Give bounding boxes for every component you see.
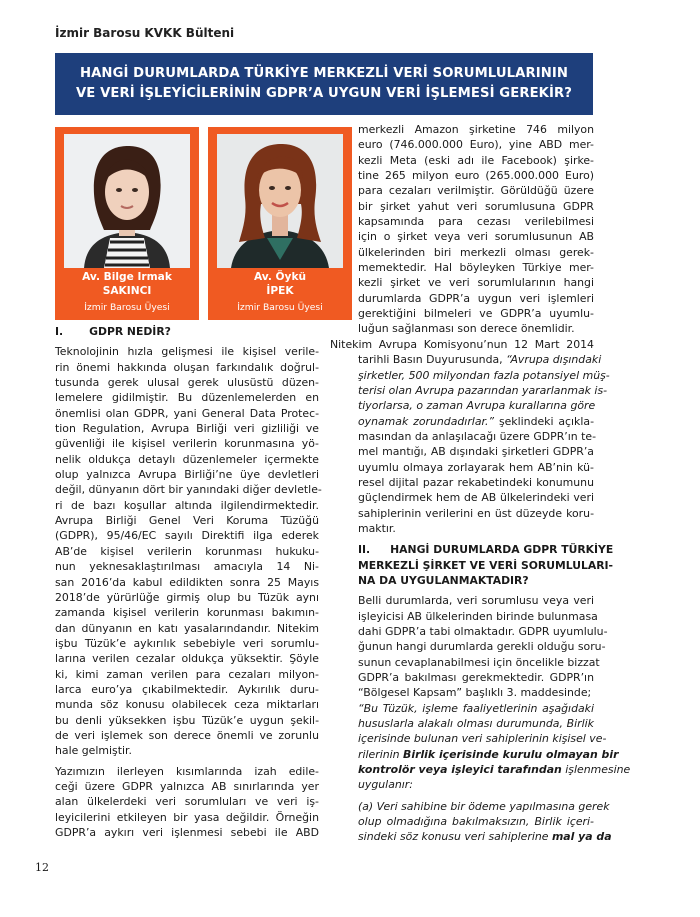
author-1-name: Av. Bilge Irmak — [82, 271, 172, 283]
left-p1-line-10: değil, dünyanın dört bir yanındaki diğer devletle- — [55, 483, 322, 497]
right-p1-line-12: durumlarda GDPR’a uygun veri işlemleri — [358, 291, 594, 305]
left-paragraph-1 — [55, 344, 322, 758]
right-p3-line-1: Belli durumlarda, veri sorumlusu veya veri — [358, 594, 594, 608]
section-2-title-2: MERKEZLİ ŞİRKET VE VERİ SORUMLULARI- — [358, 558, 614, 572]
left-p1-line-17: 2018’de yürürlüğe girmiş olup bu Tüzük aynı — [55, 590, 319, 604]
bulletin-title: İzmir Barosu KVKK Bülteni — [55, 26, 235, 40]
left-p2-line-2: ceği üzere GDPR yalnızca AB sınırlarında yer — [55, 779, 319, 793]
quote-line-2: hususlarla alakalı olması durumunda, Birlik — [358, 717, 594, 731]
right-p2-rest-line-2: mel mantığı, AB dışındaki şirketleri GDPR’a — [358, 445, 594, 459]
left-p1-line-15: nun yeknesaklaştırılması amacıyla 14 Ni- — [55, 560, 319, 574]
left-p1-line-6: tion Regulation, Avrupa Birliği veri gizliliği ve — [55, 422, 319, 436]
right-p2-line-2 — [358, 352, 602, 367]
right-p1-line-8: için o şirket veya veri sorumlusunun AB — [358, 230, 594, 244]
right-p3-line-3: dahi GDPR’a tabi olmaktadır. GDPR uyumlulu- — [358, 625, 608, 638]
author-2-surname: İPEK — [266, 285, 294, 297]
right-p2-quote-line-2: terisi olan Avrupa pazarından yararlanmak is- — [358, 383, 608, 397]
right-p3-line-2: işleyicisi AB ülkelerinden birinde bulunmasa — [358, 609, 598, 623]
quote-line-5 — [358, 762, 631, 777]
author-1-role: İzmir Barosu Üyesi — [84, 302, 170, 313]
quote-line-3: içerisinde bulunan veri sahiplerinin kişisel ve- — [358, 732, 607, 746]
left-p2-line-4: leyicilerini etkileyen bir yasa değildir. Örneğin — [55, 810, 319, 824]
right-p2-rest-line-3: uyumlu olmaya zorlayarak hem AB’nin kü- — [358, 460, 594, 474]
author-card-2 — [208, 127, 352, 320]
right-column — [330, 122, 631, 845]
left-p1-line-21: larına verilen cezalar oldukça yüksektir. Şöyle — [55, 652, 319, 666]
left-p1-line-8: nelik oldukça detaylı düzenlemeler içermekte — [55, 452, 319, 466]
section-2-heading-line-1 — [358, 542, 614, 557]
item-a-line-1: (a) Veri sahibine bir ödeme yapılmasına gerek — [358, 799, 610, 813]
left-p1-line-9: olup yalnızca Avrupa Birliği’ne üye devletleri — [55, 468, 319, 482]
left-p1-line-3: tusunda gerek ulusal gerek ulusüstü düzen- — [55, 376, 319, 390]
right-p1-line-13: gerektiğini bilmeleri ve GDPR’a uyumlu- — [358, 307, 594, 321]
section-2-number: II. — [358, 543, 371, 557]
right-p2-rest-line-1: masından da anlaşılacağı üzere GDPR’ın te- — [358, 429, 597, 443]
gdpr-quote — [358, 701, 631, 793]
right-p2-rest-line-6: sahiplerinin verilerini en üst düzeyde koru- — [358, 506, 594, 520]
section-1-heading — [55, 324, 319, 339]
section-2-heading — [358, 542, 614, 588]
right-p2-rest-line-4: resel dijital pazar rekabetindeki konumunu — [358, 475, 594, 489]
right-p1-line-5: para cezaları verilmiştir. Görüldüğü üzere — [358, 184, 594, 198]
section-1-number: I. — [55, 325, 64, 338]
right-p2-quote-line-3: tiyorlarsa, o zaman Avrupa kurallarına göre — [358, 399, 596, 413]
section-2-title-1: HANGİ DURUMLARDA GDPR TÜRKİYE — [390, 543, 614, 557]
right-p1-line-10: memektedir. Hal böyleyken Türkiye mer- — [358, 261, 594, 275]
author-photo-2 — [217, 134, 343, 268]
left-p1-line-2: rin önemi hakkında oluşan farkındalık doğrul- — [55, 360, 319, 374]
right-p2-italic-a: “Avrupa dışındaki — [506, 353, 602, 367]
item-a-line-2: olup olmadığına bakılmaksızın, Birlik içeri- — [358, 815, 594, 829]
right-p1-line-6: bir şirket yahut veri sorumlusuna GDPR — [358, 199, 594, 213]
quote-line-4 — [358, 747, 619, 762]
left-p1-line-4: lemelere gidilmiştir. Bu düzenlemelerden en — [55, 391, 319, 405]
right-paragraph-2 — [330, 337, 610, 536]
right-p1-line-11: kezli şirket ve veri sorumlularının hangi — [358, 276, 594, 290]
left-p1-line-22: ki, kimi zaman verilen para cezaları milyon- — [55, 667, 319, 681]
right-p2-plain-b: şeklindeki açıkla- — [498, 414, 594, 428]
right-p3-line-6: GDPR’a bakılması gerekmektedir. GDPR’ın — [358, 671, 594, 685]
gdpr-item-a — [358, 799, 612, 845]
right-p2-line-6 — [358, 414, 594, 429]
author-1-surname: SAKINCI — [102, 285, 152, 297]
article-title-banner — [55, 53, 593, 115]
right-p2-quote-line-1: şirketler, 500 milyondan fazla potansiyel müş- — [358, 368, 610, 382]
right-p2-rest-line-7: maktır. — [358, 521, 396, 535]
right-p3-line-7: “Bölgesel Kapsam” başlıklı 3. maddesinde; — [358, 686, 592, 700]
right-p2-italic-b: oynamak zorundadırlar.” — [358, 414, 495, 428]
right-p2-rest-line-5: güçlendirmek hem de AB ülkelerindeki veri — [358, 491, 594, 505]
left-paragraph-2 — [55, 764, 319, 841]
quote-bold-5: kontrolör veya işleyici tarafından — [358, 763, 562, 777]
quote-line-1: “Bu Tüzük, işleme faaliyetlerinin aşağıdaki — [358, 701, 594, 715]
right-p2-plain-a: tarihli Basın Duyurusunda, — [358, 353, 503, 367]
page-number: 12 — [35, 861, 49, 874]
right-p1-line-1: merkezli Amazon şirketine 746 milyon — [358, 123, 594, 136]
right-p1-line-7: kapsamında para cezası verilebilmesi — [358, 215, 594, 229]
left-p1-line-1: Teknolojinin hızla gelişmesi ile kişisel verile- — [55, 345, 319, 359]
quote-bold-4: Birlik içerisinde kurulu olmayan bir — [403, 747, 619, 761]
author-photo-1 — [64, 134, 190, 268]
left-p1-line-26: de veri işlemek son derece önemli ve zorunlu — [55, 728, 319, 742]
left-p1-line-12: Avrupa Birliği Genel Veri Koruma Tüzüğü — [55, 514, 319, 528]
right-p1-line-2: euro (746.000.000 Euro), yine ABD mer- — [358, 138, 594, 152]
left-p1-line-5: önemlisi olan GDPR, yani General Data Protec- — [55, 406, 319, 420]
item-a-italic-3: sindeki söz konusu veri sahiplerine — [358, 830, 549, 844]
right-paragraph-1 — [358, 122, 594, 337]
right-p3-line-5: sunun cevaplanabilmesi için öncelikle bizzat — [358, 655, 600, 669]
section-1-title: GDPR NEDİR? — [89, 325, 171, 338]
left-p2-line-1: Yazımızın ilerleyen kısımlarında izah edile- — [55, 764, 319, 778]
left-column — [55, 324, 322, 840]
item-a-line-3 — [358, 829, 612, 844]
quote-line-6: uygulanır: — [358, 778, 413, 792]
left-p1-line-7: güvenliği ile kişisel verilerin korunmasına yö- — [55, 437, 319, 451]
right-p1-line-9: ülkelerinden biri merkezli olması gerek- — [358, 245, 594, 259]
left-p1-line-27: hale gelmiştir. — [55, 744, 132, 758]
left-p1-line-14: AB’de kişisel verilerin korunması hukuku- — [55, 544, 319, 558]
quote-italic-4: rilerinin — [358, 747, 400, 761]
item-a-bold-3: mal ya da — [551, 830, 612, 844]
right-p2-line-1: Nitekim Avrupa Komisyonu’nun 12 Mart 2014 — [330, 337, 594, 351]
quote-italic-5: işlenmesine — [565, 763, 631, 777]
left-p1-line-24: munda söz konusu olabilecek ceza miktarları — [55, 698, 319, 712]
left-p2-line-3: alan ülkelerdeki veri sorumluları ve veri iş- — [55, 795, 319, 809]
author-2-name: Av. Öykü — [253, 271, 307, 283]
left-p1-line-20: işbu Tüzük’e aykırılık sebebiyle veri sorumlu- — [55, 636, 319, 650]
left-p2-line-5: GDPR’a aykırı veri işlenmesi sebebi ile ABD — [55, 826, 319, 839]
right-p1-line-14: luğun sağlanması son derece önemlidir. — [358, 322, 575, 336]
section-2-title-3: NA DA UYGULANMAKTADIR? — [358, 573, 529, 587]
left-p1-line-11: ri de bazı koşullar altında ilgilendirmektedir. — [55, 498, 319, 512]
right-p3-line-4: ğunun hangi durumlarda gerekli olduğu soru- — [358, 640, 606, 654]
left-p1-line-16: san 2016’da kabul edildikten sonra 25 Mayıs — [55, 575, 319, 589]
right-p1-line-4: tine 265 milyon euro (265.000.000 Euro) — [358, 169, 594, 183]
left-p1-line-18: zamanda kişisel verilerin korunması bakımın- — [55, 606, 319, 620]
left-p1-line-23: larca euro’ya çıkabilmektedir. Aykırılık duru- — [55, 682, 319, 696]
left-p1-line-19: dan dünyanın en katı yasalarındandır. Nitekim — [55, 621, 319, 635]
left-p1-line-25: bu denli yüksekken işbu Tüzük’e uygun şekil- — [55, 713, 319, 727]
author-2-role: İzmir Barosu Üyesi — [237, 302, 323, 313]
right-paragraph-3 — [358, 593, 608, 700]
right-p1-line-3: kezli Meta (eski adı ile Facebook) şirke- — [358, 153, 594, 167]
article-title-line-1: HANGİ DURUMLARDA TÜRKİYE MERKEZLİ VERİ SORUMLULARININ — [79, 66, 568, 81]
article-title-line-2: VE VERİ İŞLEYİCİLERİNİN GDPR’A UYGUN VERİ İŞLEMESİ GEREKİR? — [75, 86, 573, 101]
left-p1-line-13: (GDPR), 95/46/EC sayılı Direktifi ilga ederek — [55, 529, 319, 543]
author-card-1 — [55, 127, 199, 320]
